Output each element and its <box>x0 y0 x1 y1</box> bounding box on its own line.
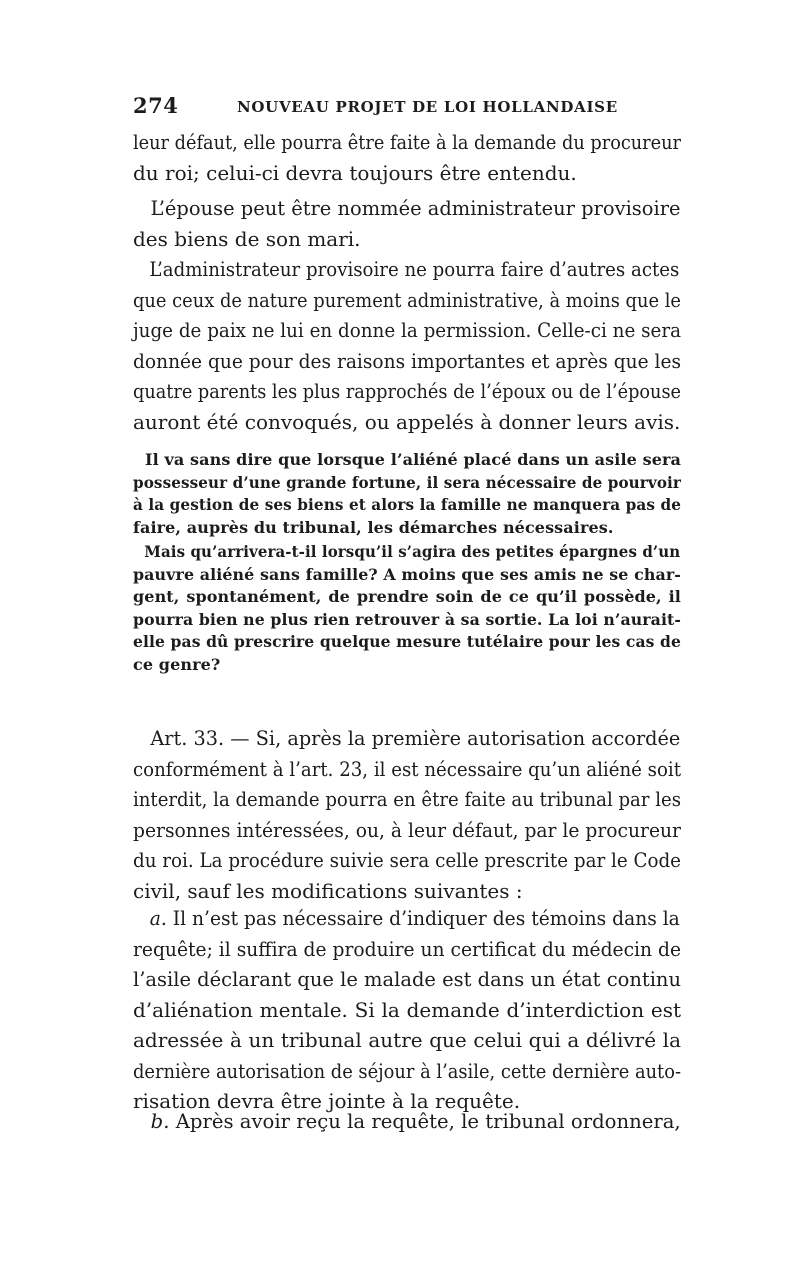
note-line: ce genre? <box>133 654 221 674</box>
text-line: L’administrateur provisoire ne pourra faire d’autres actes <box>149 257 680 281</box>
note-line: elle pas dû prescrire quelque mesure tutélaire pour les cas de <box>133 632 681 651</box>
paragraph-spouse-administrator <box>133 193 681 254</box>
note-line: faire, auprès du tribunal, les démarches nécessaires. <box>133 517 614 537</box>
article-line: interdit, la demande pourra en être faite au tribunal par les <box>133 787 681 811</box>
text-line: du roi; celui-ci devra toujours être entendu. <box>133 160 577 185</box>
commentary-note <box>133 541 681 676</box>
item-line: l’asile déclarant que le malade est dans un état continu <box>133 967 681 991</box>
text-line: que ceux de nature purement administrative, à moins que le <box>133 287 681 312</box>
item-first-line <box>133 1106 681 1137</box>
note-line: pourra bien ne plus rien retrouver à sa sortie. La loi n’aurait- <box>133 609 681 629</box>
text-line: L’épouse peut être nommée administrateur provisoire <box>150 196 681 220</box>
commentary-note <box>133 449 681 539</box>
note-line: Il va sans dire que lorsque l’aliéné placé dans un asile sera <box>145 450 681 469</box>
text-line: leur défaut, elle pourra être faite à la demande du procureur <box>133 130 681 154</box>
note-line: pauvre aliéné sans famille? A moins que ses amis ne se char- <box>133 564 681 584</box>
running-title: NOUVEAU PROJET DE LOI HOLLANDAISE <box>237 98 618 116</box>
text-line: quatre parents les plus rapprochés de l’époux ou de l’épouse <box>133 379 681 403</box>
item-first-line <box>133 903 680 934</box>
article-item-b <box>133 1106 681 1137</box>
article-item-a <box>133 903 681 1117</box>
text-line: donnée que pour des raisons importantes et après que les <box>133 348 681 373</box>
article-33 <box>133 723 681 906</box>
item-line: requête; il suffira de produire un certificat du médecin de <box>133 936 681 961</box>
item-text: Il n’est pas nécessaire d’indiquer des témoins dans la <box>172 906 680 930</box>
item-letter: a. <box>149 906 167 930</box>
note-line: gent, spontanément, de prendre soin de ce qu’il possède, il <box>133 587 681 606</box>
paragraph-provisional-administrator <box>133 254 681 437</box>
article-line: civil, sauf les modifications suivantes : <box>133 878 523 903</box>
item-line: dernière autorisation de séjour à l’asile, cette dernière auto- <box>133 1058 681 1083</box>
article-line: du roi. La procédure suivie sera celle prescrite par le Code <box>133 848 681 872</box>
item-line: risation devra être jointe à la requête. <box>133 1089 521 1113</box>
text-line: juge de paix ne lui en donne la permission. Celle-ci ne sera <box>133 318 681 342</box>
item-letter: b. <box>150 1109 170 1133</box>
note-line: Mais qu’arrivera-t-il lorsqu’il s’agira des petites épargnes d’un <box>144 542 681 561</box>
text-line: des biens de son mari. <box>133 226 361 251</box>
text-line: auront été convoqués, ou appelés à donner leurs avis. <box>133 409 681 434</box>
article-line: conformément à l’art. 23, il est nécessaire qu’un aliéné soit <box>133 756 681 781</box>
item-line: d’aliénation mentale. Si la demande d’interdiction est <box>133 997 681 1022</box>
article-line: Art. 33. — Si, après la première autorisation accordée <box>150 726 681 750</box>
item-line: adressée à un tribunal autre que celui qui a délivré la <box>133 1028 681 1052</box>
note-line: à la gestion de ses biens et alors la famille ne manquera pas de <box>133 495 681 514</box>
page-number: 274 <box>133 93 179 118</box>
note-line: possesseur d’une grande fortune, il sera nécessaire de pourvoir <box>133 472 681 492</box>
article-line: personnes intéressées, ou, à leur défaut, par le procureur <box>133 817 681 842</box>
page-header <box>133 93 678 123</box>
item-text: Après avoir reçu la requête, le tribunal ordonnera, <box>175 1109 681 1133</box>
paragraph-continuation <box>133 127 681 188</box>
